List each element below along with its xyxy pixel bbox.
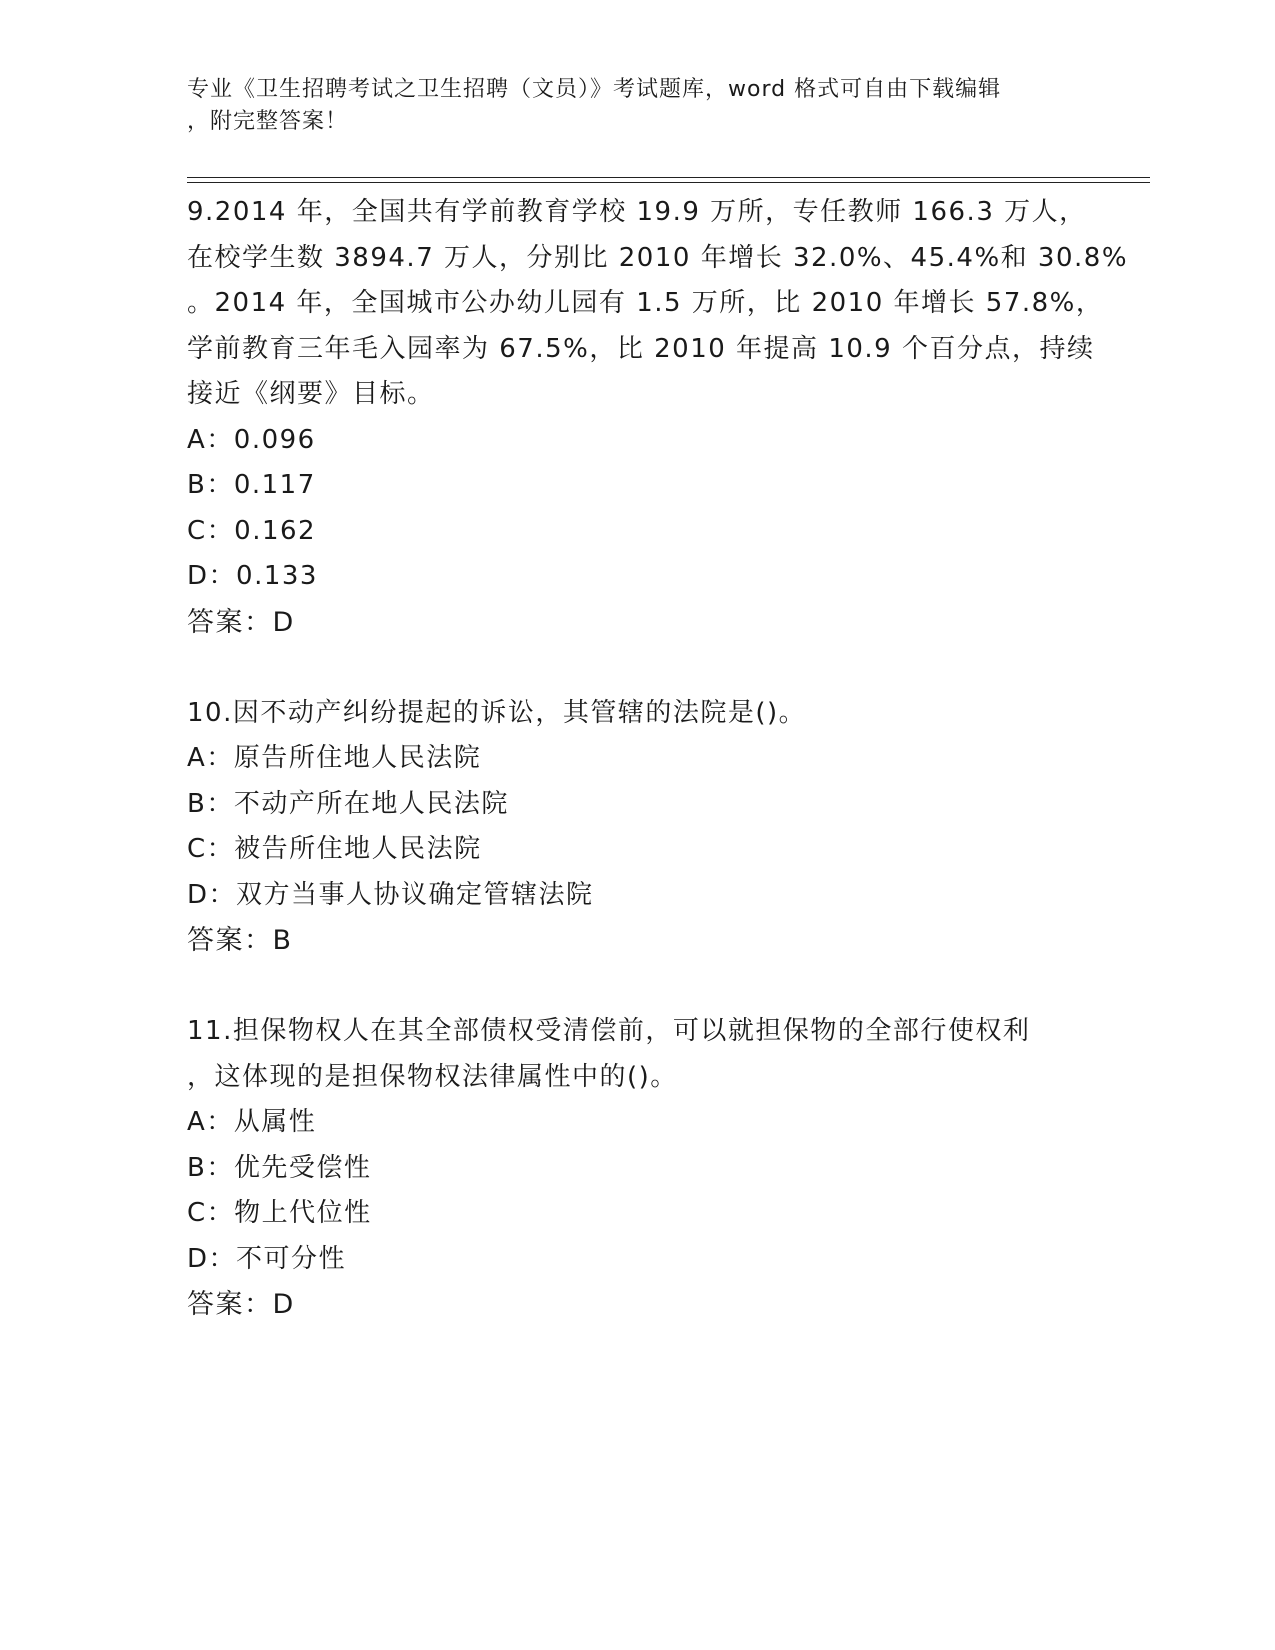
question-list — [187, 190, 1129, 1328]
option-d: D：0.133 — [187, 561, 318, 591]
option-b: B：0.117 — [187, 470, 316, 500]
option-c: C：被告所住地人民法院 — [187, 834, 482, 864]
question-text-line: 接近《纲要》目标。 — [187, 379, 435, 409]
document-header — [187, 74, 1087, 138]
answer: 答案：B — [187, 925, 293, 956]
header-rule-bottom — [187, 182, 1150, 183]
option-d: D：不可分性 — [187, 1243, 347, 1274]
question-9 — [187, 190, 1129, 645]
answer: 答案：D — [187, 1289, 295, 1320]
answer: 答案：D — [187, 606, 295, 638]
header-line-2: ，附完整答案！ — [187, 109, 349, 134]
option-d: D：双方当事人协议确定管辖法院 — [187, 879, 594, 910]
question-text-line: 9.2014 年，全国共有学前教育学校 19.9 万所，专任教师 166.3 万人， — [187, 197, 1087, 227]
option-a: A：原告所住地人民法院 — [187, 743, 482, 773]
option-a: A：0.096 — [187, 424, 316, 455]
option-c: C：0.162 — [187, 515, 317, 546]
question-spacer — [187, 964, 1087, 1010]
question-spacer — [187, 645, 1087, 691]
question-text-line: 学前教育三年毛入园率为 67.5%，比 2010 年提高 10.9 个百分点，持续 — [187, 333, 1095, 364]
option-a: A：从属性 — [187, 1107, 317, 1137]
header-rule-top — [187, 177, 1150, 178]
option-c: C：物上代位性 — [187, 1198, 372, 1228]
question-text-line: 10.因不动产纠纷提起的诉讼，其管辖的法院是()。 — [187, 697, 807, 728]
question-text-line: 。2014 年，全国城市公办幼儿园有 1.5 万所，比 2010 年增长 57.8%， — [187, 288, 1104, 318]
question-text-line: 11.担保物权人在其全部债权受清偿前，可以就担保物的全部行使权利 — [187, 1016, 1031, 1046]
question-text-line: ，这体现的是担保物权法律属性中的()。 — [187, 1061, 678, 1092]
header-line-1: 专业《卫生招聘考试之卫生招聘（文员）》考试题库，word 格式可自由下载编辑 — [187, 77, 1002, 102]
question-10 — [187, 691, 1087, 964]
option-b: B：不动产所在地人民法院 — [187, 788, 509, 819]
question-text-line: 在校学生数 3894.7 万人，分别比 2010 年增长 32.0%、45.4%和 30.8% — [187, 242, 1129, 273]
question-11 — [187, 1009, 1087, 1328]
option-b: B：优先受偿性 — [187, 1152, 372, 1183]
